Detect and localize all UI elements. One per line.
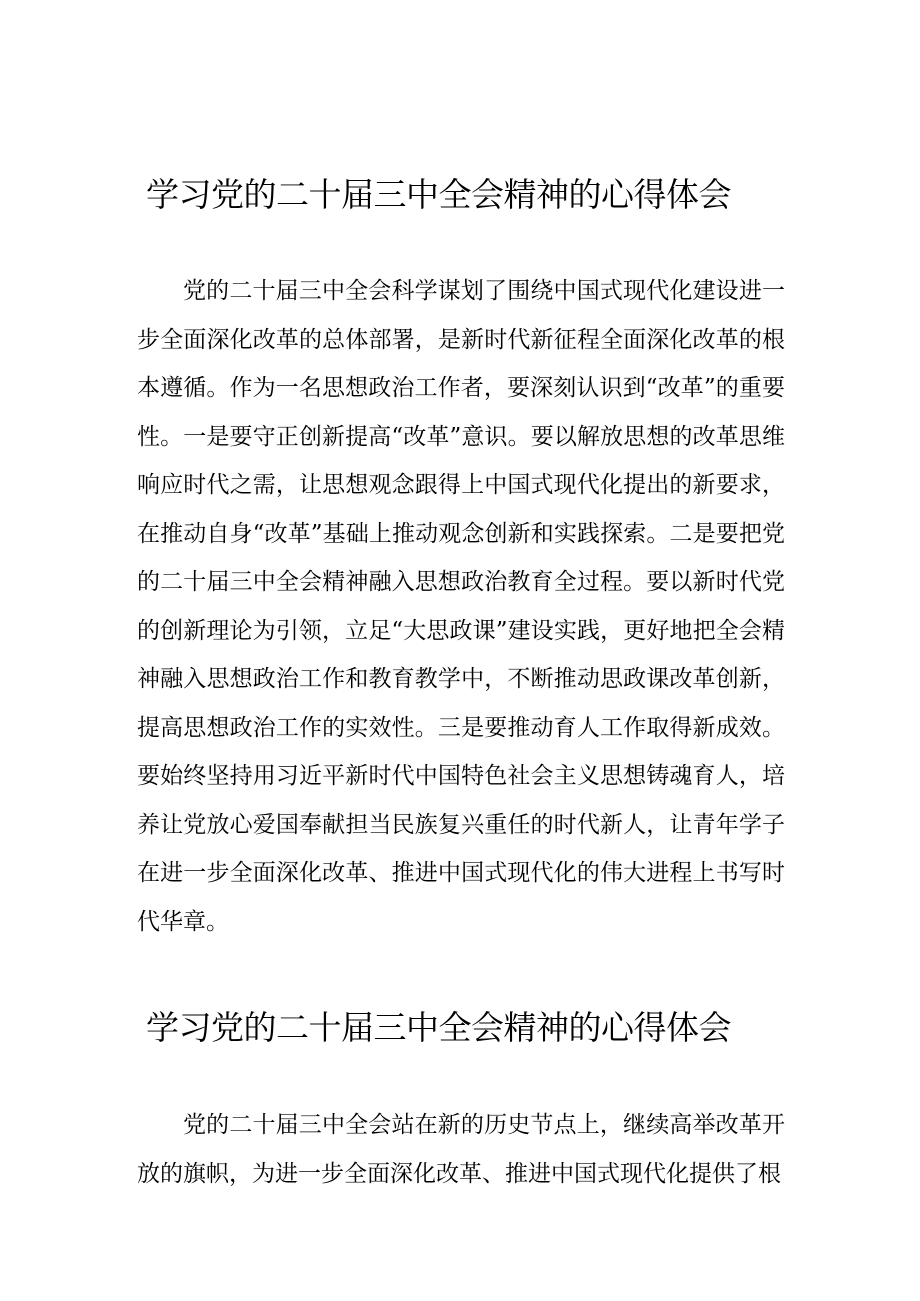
section-title-1: 学习党的二十届三中全会精神的心得体会 xyxy=(146,175,731,214)
section-title-2: 学习党的二十届三中全会精神的心得体会 xyxy=(146,1008,731,1047)
section-body-2: 党的二十届三中全会站在新的历史节点上，继续高举改革开放的旗帜，为进一步全面深化改革、推进中国式现代化提供了根 xyxy=(137,1112,785,1187)
section-body-1: 党的二十届三中全会科学谋划了围绕中国式现代化建设进一步全面深化改革的总体部署，是新时代新征程全面深化改革的根本遵循。作为一名思想政治工作者，要深刻认识到“改革”的重要性。一是要守正创新提高“改革”意识。要以解放思想的改革思维响应时代之需，让思想观念跟得上中国式现代化提出的新要求，在推动自身“改革”基础上推动观念创新和实践探索。二是要把党的二十届三中全会精神融入思想政治教育全过程。要以新时代党的创新理论为引领，立足“大思政课”建设实践，更好地把全会精神融入思想政治工作和教育教学中，不断推动思政课改革创新，提高思想政治工作的实效性。三是要推动育人工作取得新成效。要始终坚持用习近平新时代中国特色社会主义思想铸魂育人，培养让党放心爱国奉献担当民族复兴重任的时代新人，让青年学子在进一步全面深化改革、推进中国式现代化的伟大进程上书写时代华章。 xyxy=(137,278,785,935)
